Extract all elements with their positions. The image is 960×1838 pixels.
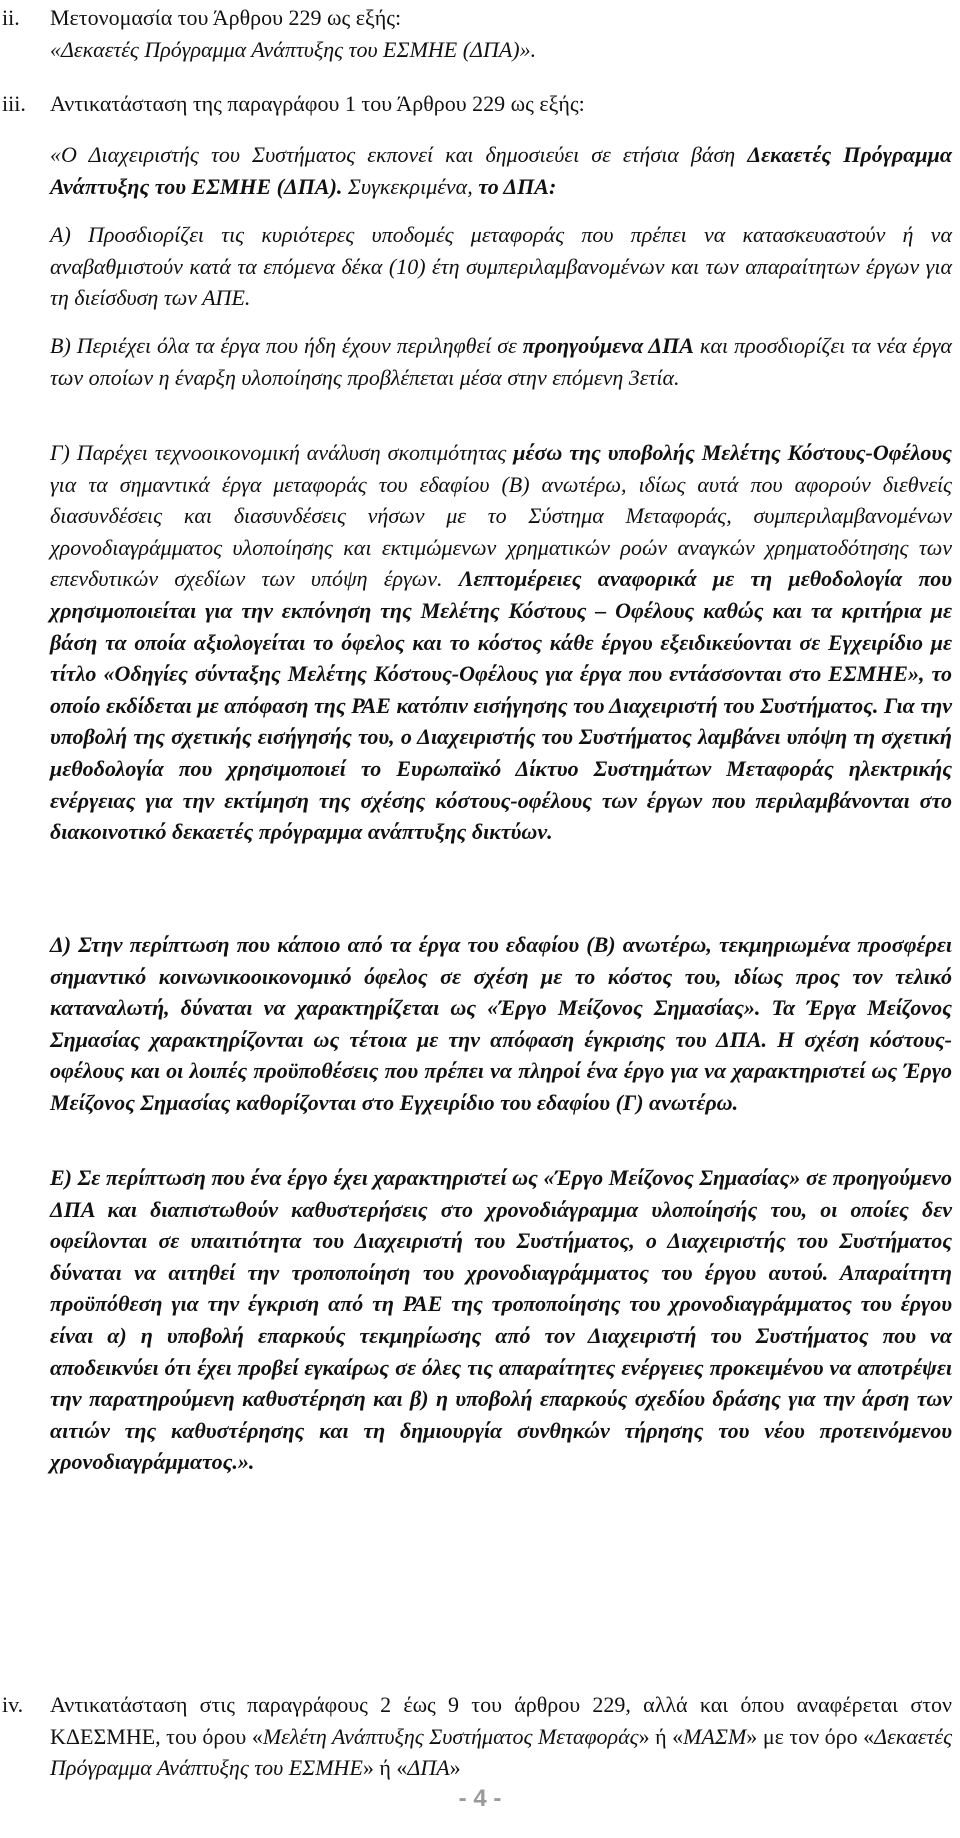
list-item-text: Αντικατάσταση της παραγράφου 1 του Άρθρου 229 ως εξής: — [50, 91, 585, 116]
paragraph-e: Ε) Σε περίπτωση που ένα έργο έχει χαρακτηριστεί ως «Έργο Μείζονος Σημασίας» σε προηγούμενο ΔΠΑ και διαπιστωθούν καθυστερήσεις στο χρονοδιάγραμμα υλοποίησής του, οι οποίες δεν οφείλονται σε υπαιτιότητα του Διαχειριστή του Συστήματος, ο Διαχειριστής του Συστήματος δύναται να αιτηθεί την τροποποίηση του χρονοδιαγράμματος του έργου αυτού. Απαραίτητη προϋπόθεση για την έγκριση από τη ΡΑΕ της τροποποίησης του χρονοδιαγράμματος του έργου είναι α) η υποβολή επαρκούς τεκμηρίωσης από τον Διαχειριστή του Συστήματος που να αποδεικνύει ότι έχει προβεί εγκαίρως σε όλες τις απαραίτητες ενέργειες προκειμένου να αποτρέψει την παρατηρούμενη καθυστέρηση και β) η υποβολή επαρκούς σχεδίου δράσης για την άρση των αιτιών της καθυστέρησης και τη δημιουργία συνθηκών τήρησης του νέου προτεινόμενου χρονοδιαγράμματος.». — [50, 1165, 952, 1475]
list-marker: ii. — [2, 5, 20, 30]
list-item-body — [50, 2, 952, 66]
text-run: » — [449, 1755, 461, 1781]
text-run: Συγκεκριμένα, — [342, 173, 479, 199]
paragraph-c — [50, 437, 952, 848]
page-number: - 4 - — [458, 1785, 502, 1812]
text-run: » με τον όρο « — [746, 1723, 875, 1749]
paragraph-d: Δ) Στην περίπτωση που κάποιο από τα έργα του εδαφίου (Β) ανωτέρω, τεκμηριωμένα προσφέρει σημαντικό κοινωνικοοικονομικό όφελος σε σχέση με το κόστος του, ιδίως προς τον τελικό καταναλωτή, δύναται να χαρακτηρίζεται ως «Έργο Μείζονος Σημασίας». Τα Έργα Μείζονος Σημασίας χαρακτηρίζονται ως τέτοια με την απόφαση έγκρισης του ΔΠΑ. Η σχέση κόστους-οφέλους και οι λοιπές προϋποθέσεις που πρέπει να πληροί ένα έργο για να χαρακτηριστεί ως Έργο Μείζονος Σημασίας καθορίζονται στο Εγχειρίδιο του εδαφίου (Γ) ανωτέρω. — [50, 932, 952, 1115]
list-marker: iv. — [2, 1692, 24, 1717]
text-run: » ή « — [638, 1723, 684, 1749]
text-run-bold: προηγούμενα ΔΠΑ — [522, 333, 694, 358]
quoted-title: «Δεκαετές Πρόγραμμα Ανάπτυξης του ΕΣΜΗΕ (ΔΠΑ)». — [50, 37, 537, 62]
text-run: Γ) Παρέχει τεχνοοικονομική ανάλυση σκοπιμότητας — [50, 440, 514, 465]
text-run: «Ο Διαχειριστής του Συστήματος εκπονεί και δημοσιεύει σε ετήσια βάση — [50, 142, 748, 167]
text-run-italic: ΔΠΑ — [407, 1755, 450, 1781]
text-run-bold: Δεκαετές Πρόγραμμα Ανάπτυξης του ΕΣΜΗΕ (ΔΠΑ). — [50, 142, 952, 199]
paragraph-intro — [50, 139, 952, 202]
text-run-bold: Λεπτομέρειες αναφορικά με τη μεθοδολογία που χρησιμοποιείται για την εκπόνηση της Μελέτης Κόστους – Οφέλους καθώς και τα κριτήρια με βάση τα οποία αξιολογείται το όφελος και το κόστος κάθε έργου εξειδικεύονται σε Εγχειρίδιο με τίτλο «Οδηγίες σύνταξης Μελέτης Κόστους-Οφέλους για έργα που εντάσσονται στο ΕΣΜΗΕ», το οποίο εκδίδεται με απόφαση της ΡΑΕ κατόπιν εισήγησης του Διαχειριστή του Συστήματος. Για την υποβολή της σχετικής εισήγησής του, ο Διαχειριστής του Συστήματος λαμβάνει υπόψη τη σχετική μεθοδολογία που χρησιμοποιεί το Ευρωπαϊκό Δίκτυο Συστημάτων Μεταφοράς ηλεκτρικής ενέργειας για την εκτίμηση της σχέσης κόστους-οφέλους των έργων που περιλαμβάνονται στο διακοινοτικό δεκαετές πρόγραμμα ανάπτυξης δικτύων. — [50, 566, 952, 845]
text-run-italic: Δεκαετές Πρόγραμμα Ανάπτυξης του ΕΣΜΗΕ — [50, 1723, 952, 1781]
text-run: Β) Περιέχει όλα τα έργα που ήδη έχουν περιληφθεί σε — [50, 333, 523, 358]
list-item-iv — [0, 1689, 960, 1789]
list-item-iii — [0, 88, 960, 122]
text-run-bold: το ΔΠΑ: — [478, 173, 557, 199]
text-run-italic: Μελέτη Ανάπτυξης Συστήματος Μεταφοράς — [262, 1723, 639, 1749]
text-run-bold: μέσω της υποβολής Μελέτης Κόστους-Οφέλους — [513, 440, 952, 465]
list-item-text — [50, 1689, 952, 1784]
text-run: και προσδιορίζει τα νέα έργα των οποίων η έναρξη υλοποίησης προβλέπεται μέσα στην επόμενη 3ετία. — [50, 333, 952, 390]
list-item-text: Μετονομασία του Άρθρου 229 ως εξής: — [50, 5, 402, 30]
paragraph-a: Α) Προσδιορίζει τις κυριότερες υποδομές μεταφοράς που πρέπει να κατασκευαστούν ή να αναβαθμιστούν κατά τα επόμενα δέκα (10) έτη συμπεριλαμβανομένων και των απαραίτητων έργων για τη διείσδυση των ΑΠΕ. — [50, 222, 952, 311]
list-item-ii — [0, 2, 960, 72]
text-run: για τα σημαντικά έργα μεταφοράς του εδαφίου (Β) ανωτέρω, ιδίως αυτά που αφορούν διεθνείς διασυνδέσεις και διασυνδέσεις νήσων με το Σύστημα Μεταφοράς, συμπεριλαμβανομένων χρονοδιαγράμματος υλοποίησης και εκτιμώμενων χρηματικών ροών αναγκών χρηματοδότησης των επενδυτικών σχεδίων των υπόψη έργων. — [50, 471, 952, 592]
text-run: Αντικατάσταση στις παραγράφους 2 έως 9 του άρθρου 229, αλλά και όπου αναφέρεται στον ΚΔΕΣΜΗΕ, του όρου « — [50, 1692, 952, 1749]
paragraph-b — [50, 330, 952, 393]
text-run: » ή « — [362, 1755, 408, 1781]
list-marker: iii. — [2, 91, 26, 116]
text-run-italic: ΜΑΣΜ — [683, 1723, 747, 1749]
